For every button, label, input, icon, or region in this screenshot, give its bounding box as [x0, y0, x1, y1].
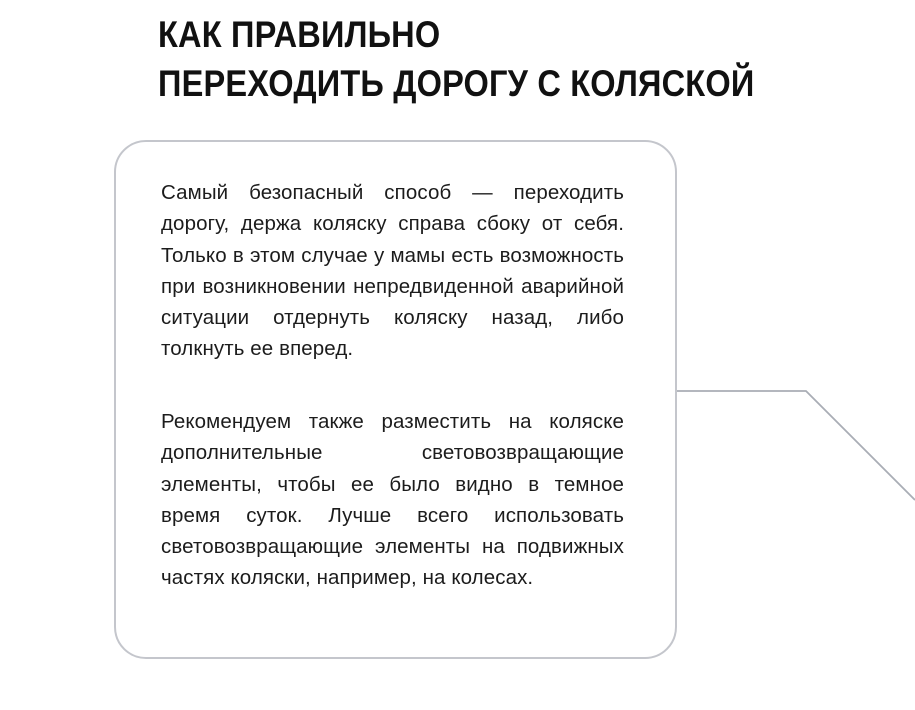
- title-line-2: ПЕРЕХОДИТЬ ДОРОГУ С КОЛЯСКОЙ: [158, 63, 755, 104]
- card-paragraph-reflective-elements: Рекомендуем также разместить на коляске дополнительные световозвращающие элементы, чтобы ее было видно в темное время суток. Лучше всего использовать световозвращающие элементы на подвижных частях коляски, например, на колесах.: [161, 410, 624, 590]
- info-card: [114, 140, 677, 659]
- card-paragraph-safe-way: Самый безопасный способ — переходить дорогу, держа коляску справа сбоку от себя. Только в этом случае у мамы есть возможность при возникновении непредвиденной аварийной ситуации отдернуть коляску назад, либо толкнуть ее вперед.: [161, 181, 624, 361]
- title-line-1: КАК ПРАВИЛЬНО: [158, 14, 441, 55]
- page-title: [158, 10, 754, 108]
